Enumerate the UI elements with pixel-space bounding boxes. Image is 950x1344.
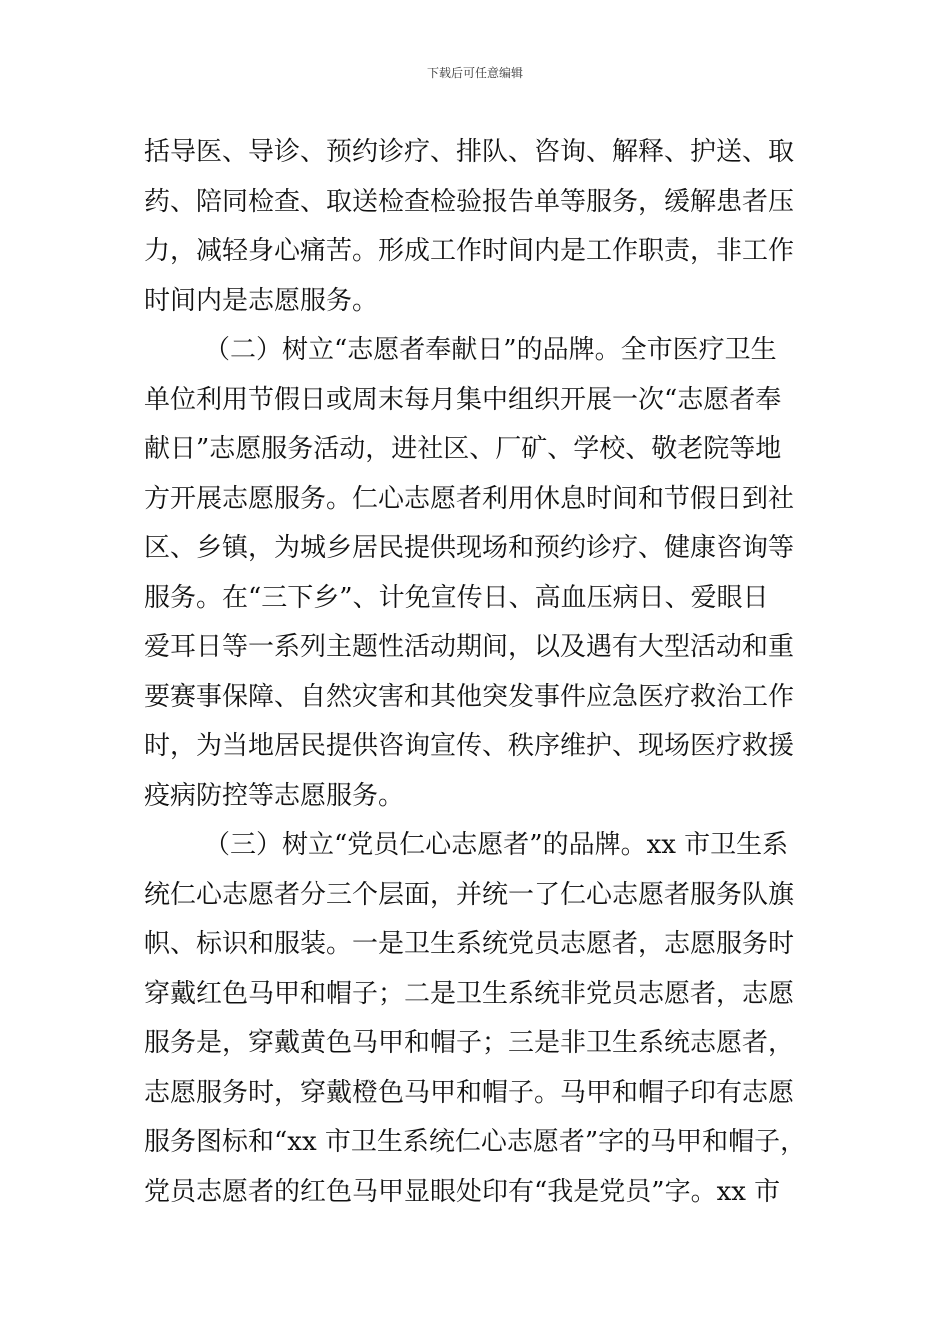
paragraph-start-line: （三）树立“党员仁心志愿者”的品牌。xx 市卫生系: [204, 830, 789, 860]
document-body: [144, 128, 810, 1217]
text-line: 志愿服务时，穿戴橙色马甲和帽子。马甲和帽子印有志愿: [144, 1077, 795, 1108]
text-line: 献日”志愿服务活动，进社区、厂矿、学校、敬老院等地: [144, 434, 782, 464]
text-line: 单位利用节假日或周末每月集中组织开展一次“志愿者奉: [144, 384, 782, 415]
text-line: 党员志愿者的红色马甲显眼处印有“我是党员”字。xx 市: [144, 1176, 781, 1207]
text-line: 要赛事保障、自然灾害和其他突发事件应急医疗救治工作: [144, 681, 795, 712]
text-line: 方开展志愿服务。仁心志愿者利用休息时间和节假日到社: [144, 483, 795, 514]
text-line: 时间内是志愿服务。: [144, 285, 379, 316]
text-line: 时，为当地居民提供咨询宣传、秩序维护、现场医疗救援: [144, 731, 795, 761]
text-line: 括导医、导诊、预约诊疗、排队、咨询、解释、护送、取: [144, 137, 795, 167]
text-line: 服务图标和“xx 市卫生系统仁心志愿者”字的马甲和帽子，: [144, 1127, 807, 1157]
text-line: 区、乡镇，为城乡居民提供现场和预约诊疗、健康咨询等: [144, 533, 795, 563]
text-line: 疫病防控等志愿服务。: [144, 780, 405, 811]
text-line: 药、陪同检查、取送检查检验报告单等服务，缓解患者压: [144, 186, 795, 217]
paragraph-start-line: （二）树立“志愿者奉献日”的品牌。全市医疗卫生: [204, 335, 777, 365]
text-line: 爱耳日等一系列主题性活动期间，以及遇有大型活动和重: [144, 632, 795, 662]
text-line: 服务。在“三下乡”、计免宣传日、高血压病日、爱眼日: [144, 582, 769, 613]
text-line: 力，减轻身心痛苦。形成工作时间内是工作职责，非工作: [144, 236, 795, 266]
text-line: 服务是，穿戴黄色马甲和帽子；三是非卫生系统志愿者，: [144, 1028, 795, 1058]
text-line: 统仁心志愿者分三个层面，并统一了仁心志愿者服务队旗: [144, 879, 795, 910]
text-line: 穿戴红色马甲和帽子；二是卫生系统非党员志愿者，志愿: [144, 978, 795, 1009]
page-header: 下载后可任意编辑: [426, 66, 523, 80]
text-line: 帜、标识和服装。一是卫生系统党员志愿者，志愿服务时: [144, 929, 795, 959]
